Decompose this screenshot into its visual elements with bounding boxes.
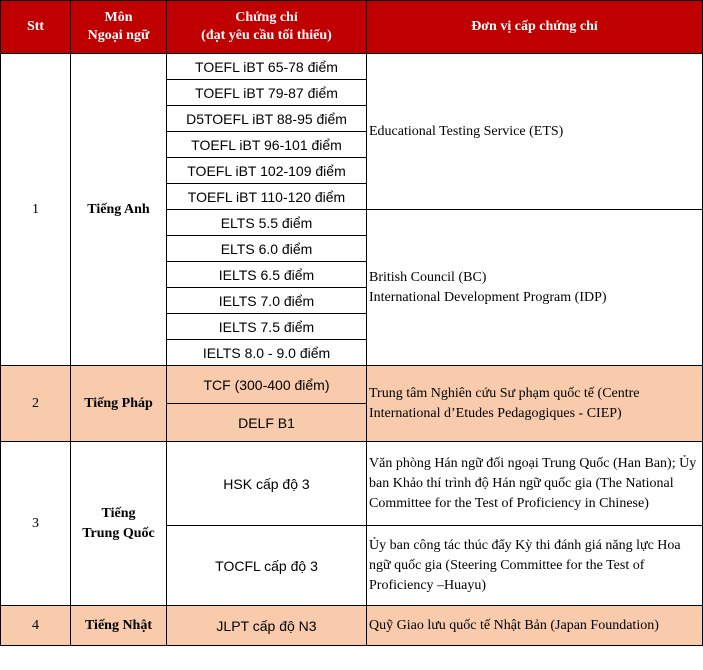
table-row: [1, 442, 703, 526]
cert-cell: IELTS 6.5 điểm: [167, 262, 367, 288]
subject-line: Trung Quốc: [82, 525, 155, 541]
header-subject: [71, 1, 167, 54]
stt-cell: 2: [1, 366, 71, 442]
cert-cell: TOEFL iBT 96-101 điểm: [167, 132, 367, 158]
cert-cell: TOEFL iBT 65-78 điểm: [167, 54, 367, 80]
cert-cell: HSK cấp độ 3: [167, 442, 367, 526]
provider-line: British Council (BC): [369, 269, 487, 285]
cert-cell: IELTS 7.0 điểm: [167, 288, 367, 314]
cert-cell: TCF (300-400 điểm): [167, 366, 367, 404]
table-row: [1, 54, 703, 80]
table-row: [1, 366, 703, 404]
header-provider: Đơn vị cấp chứng chỉ: [367, 1, 703, 54]
provider-cell-huayu: Ủy ban công tác thúc đẩy Kỳ thi đánh giá năng lực Hoa ngữ quốc gia (Steering Committee for the Test of Proficiency –Huayu): [367, 526, 703, 606]
header-subject-line2: Ngoại ngữ: [87, 28, 150, 43]
cert-cell: TOEFL iBT 79-87 điểm: [167, 80, 367, 106]
stt-cell: 4: [1, 606, 71, 646]
subject-cell-japanese: Tiếng Nhật: [71, 606, 167, 646]
provider-cell-japan-foundation: Quỹ Giao lưu quốc tế Nhật Bản (Japan Foundation): [367, 606, 703, 646]
cert-cell: TOEFL iBT 110-120 điểm: [167, 184, 367, 210]
provider-cell-hanban: Văn phòng Hán ngữ đối ngoại Trung Quốc (Han Ban); Ủy ban Khảo thí trình độ Hán ngữ quốc gia (The National Committee for the Test of Proficiency in Chinese): [367, 442, 703, 526]
subject-cell-french: Tiếng Pháp: [71, 366, 167, 442]
cert-cell: D5TOEFL iBT 88-95 điểm: [167, 106, 367, 132]
cert-cell: TOCFL cấp độ 3: [167, 526, 367, 606]
stt-cell: 3: [1, 442, 71, 606]
cert-cell: DELF B1: [167, 404, 367, 442]
header-cert-line1: Chứng chỉ: [235, 10, 298, 25]
table-header-row: [1, 1, 703, 54]
cert-cell: TOEFL iBT 102-109 điểm: [167, 158, 367, 184]
provider-cell-bc-idp: [367, 210, 703, 366]
header-cert-line2: (đạt yêu cầu tối thiểu): [201, 28, 332, 43]
subject-cell-english: Tiếng Anh: [71, 54, 167, 366]
header-stt: Stt: [1, 1, 71, 54]
stt-cell: 1: [1, 54, 71, 366]
header-certificate: [167, 1, 367, 54]
cert-cell: IELTS 8.0 - 9.0 điểm: [167, 340, 367, 366]
provider-cell-ets: Educational Testing Service (ETS): [367, 54, 703, 210]
header-subject-line1: Môn: [104, 10, 133, 25]
subject-line: Tiếng: [101, 505, 136, 521]
subject-cell-chinese: [71, 442, 167, 606]
provider-line: International Development Program (IDP): [369, 289, 607, 305]
cert-cell: ELTS 5.5 điểm: [167, 210, 367, 236]
cert-cell: ELTS 6.0 điểm: [167, 236, 367, 262]
cert-cell: JLPT cấp độ N3: [167, 606, 367, 646]
cert-cell: IELTS 7.5 điểm: [167, 314, 367, 340]
table-row: [1, 606, 703, 646]
provider-cell-ciep: Trung tâm Nghiên cứu Sư phạm quốc tế (Centre International d’Etudes Pedagogiques - CIEP): [367, 366, 703, 442]
